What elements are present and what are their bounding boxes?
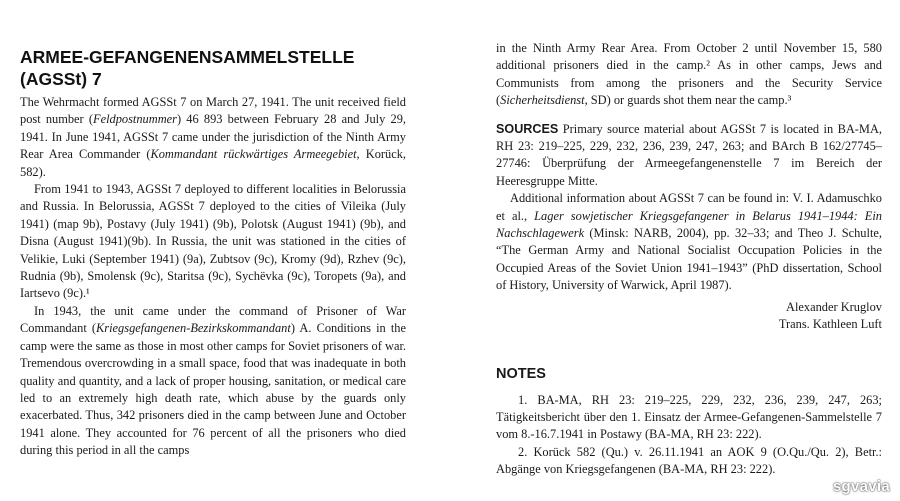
italic-term: Feldpostnummer: [93, 112, 177, 127]
paragraph-conditions: In 1943, the unit came under the command of Prisoner of War Commandant (Kriegsgefangenen-Bezirkskommandant) A. Conditions in the camp were the same as those in most other camps for Soviet prisoners of war. Tremendous overcrowding in a small space, food that was inadequate in both quality and quantity, and a lack of proper housing, sanitation, or medical care led to an extremely high death rate, which abuse by the guards only exacerbated. Thus, 342 prisoners died in the camp between June and October 1941 alone. They accounted for 76 percent of all the prisoners who died during this period in all the camps: [20, 303, 406, 458]
title-line-2: (AGSSt) 7: [20, 69, 102, 89]
italic-term: Kommandant rückwärtiges Armeegebiet: [150, 147, 357, 162]
italic-term: Sicherheitsdienst: [500, 93, 585, 108]
italic-term: Kriegsgefangenen-Bezirkskommandant: [96, 321, 291, 336]
right-column: [496, 0, 882, 479]
title-line-1: ARMEE-GEFANGENENSAMMELSTELLE: [20, 47, 355, 67]
paragraph-continuation: in the Ninth Army Rear Area. From October 2 until November 15, 580 additional prisoners died in the camp.² As in other camps, Jews and Communists from among the prisoners and the Security Service (Sicherheitsdienst, SD) or guards shot them near the camp.³: [496, 41, 882, 108]
sources-additional: Additional information about AGSSt 7 can be found in: V. I. Adamuschko et al., Lager sowjetischer Kriegsgefangener in Belarus 1941–1944: Ein Nachschlagewerk (Minsk: NARB, 2004), pp. 32–33; and Theo J. Schulte, “The German Army and National Socialist Occupation Policies in the Occupied Areas of the Soviet Union 1941–1943” (PhD dissertation, School of History, University of Warwick, April 1987).: [496, 191, 882, 293]
note-item: 2. Korück 582 (Qu.) v. 26.11.1941 an AOK 9 (O.Qu./Qu. 2), Betr.: Abgänge von Kriegsgefangenen (BA-MA, RH 23: 222).: [496, 444, 882, 477]
sources-body: Primary source material about AGSSt 7 is located in BA-MA, RH 23: 219–225, 229, 232, 236, 239, 247, 263; and BArch B 162/27745–27746: Überprüfung der Armeegefangenenstelle 7 im Bereich der Heeresgruppe Mitte.: [496, 121, 882, 188]
author-name: Alexander Kruglov: [786, 299, 882, 314]
notes-heading: NOTES: [496, 365, 546, 382]
paragraph-deployment: From 1941 to 1943, AGSSt 7 deployed to different localities in Belorussia and Russia. In Belorussia, AGSSt 7 deployed to the cities of Vileika (July 1941) (map 9b), Postavy (July 1941) (9b), Polotsk (August 1941) (9b), and Disna (August 1941)(9b). In Russia, the unit was stationed in the cities of Velikie, Luki (September 1941) (9a), Zubtsov (9c), Kromy (9d), Rzhev (9c), Rudnia (9b), Smolensk (9c), Staritsa (9c), Sychëvka (9c), Toropets (9a), and Iartsevo (9c).¹: [20, 182, 406, 301]
sources-paragraph: [496, 121, 882, 191]
article-title: [20, 46, 406, 90]
notes-list: [496, 392, 882, 479]
note-item: 1. BA-MA, RH 23: 219–225, 229, 232, 236, 239, 247, 263; Tätigkeitsbericht über den 1. Einsatz der Armee-Gefangenen-Sammelstelle 7 vom 8.-16.7.1941 in Postawy (BA-MA, RH 23: 222).: [496, 392, 882, 442]
paragraph-formation: The Wehrmacht formed AGSSt 7 on March 27, 1941. The unit received field post number (Feldpostnummer) 46 893 between February 28 and July 29, 1941. In June 1941, AGSSt 7 came under the jurisdiction of the Ninth Army Rear Area Commander (Kommandant rückwärtiges Armeegebiet, Korück, 582).: [20, 95, 407, 179]
sources-heading: SOURCES: [496, 121, 559, 136]
translator-name: Trans. Kathleen Luft: [778, 317, 882, 332]
italic-term: Lager sowjetischer Kriegsgefangener in Belarus 1941–1944: Ein Nachschlagewerk: [496, 208, 882, 241]
left-column: [20, 0, 406, 460]
watermark-logo: sgvavia: [832, 478, 890, 495]
